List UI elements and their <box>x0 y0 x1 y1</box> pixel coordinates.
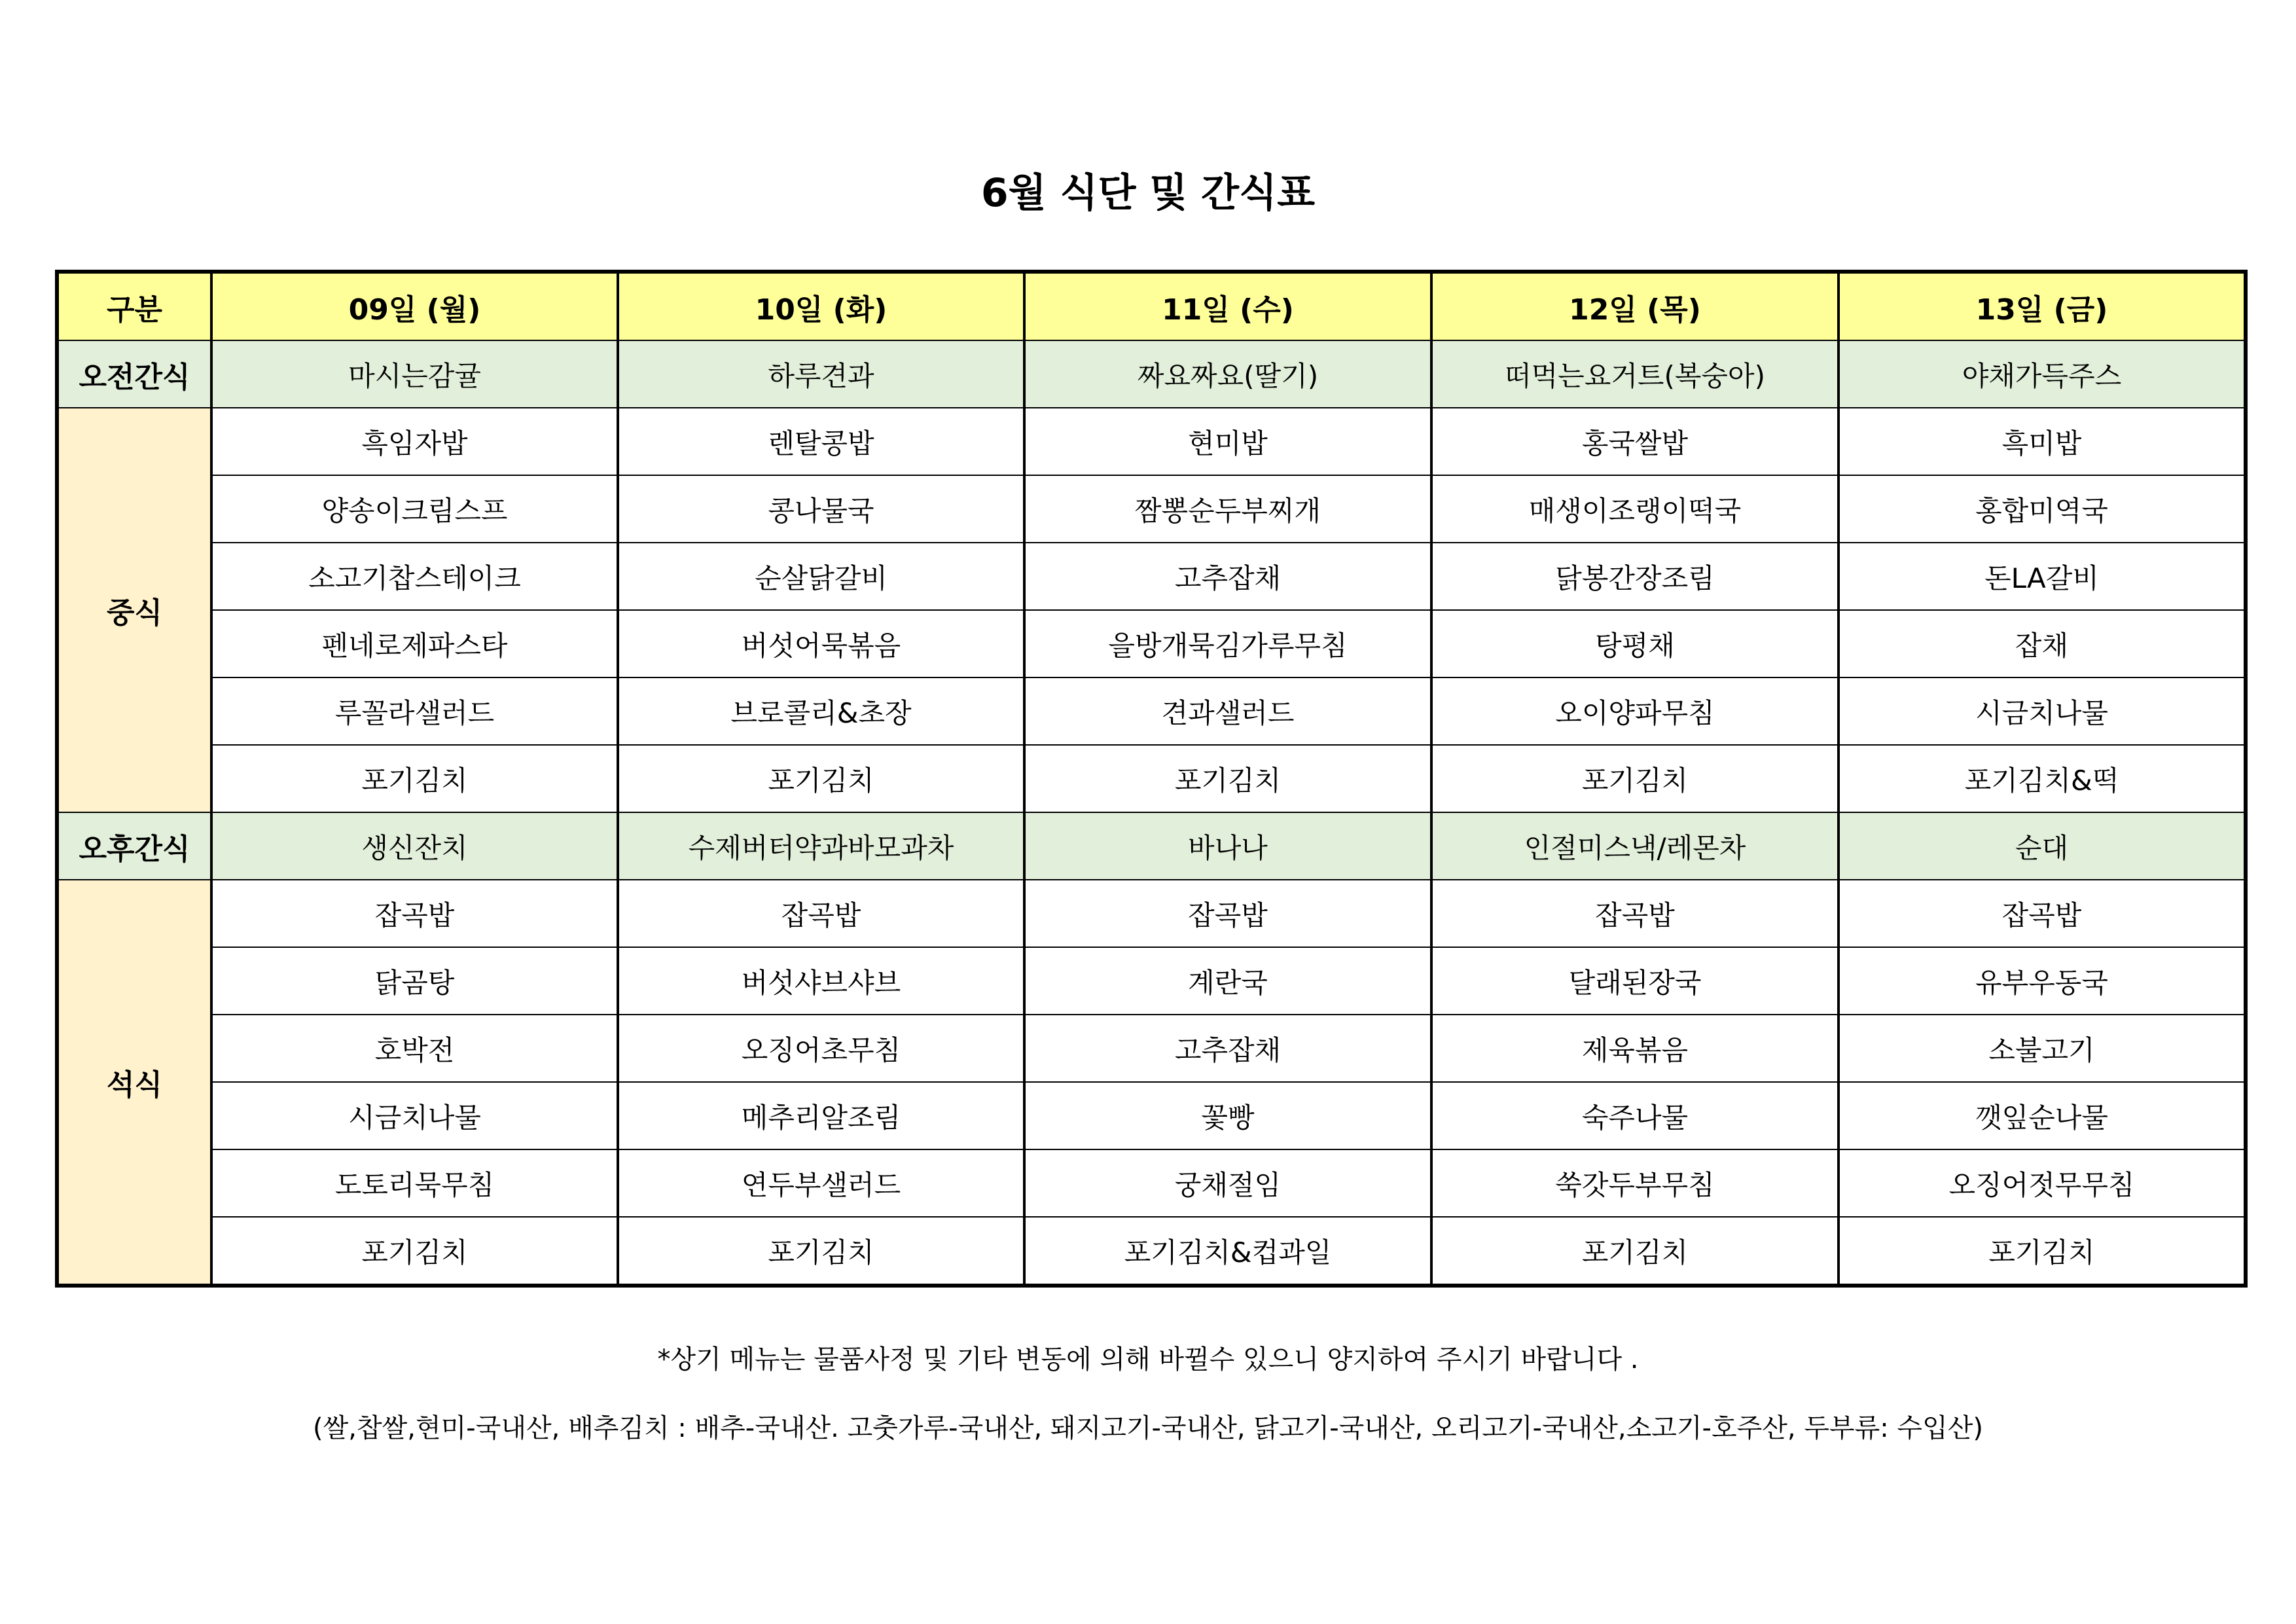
menu-cell: 양송이크림스프 <box>211 475 618 543</box>
menu-cell: 잡곡밥 <box>211 880 618 947</box>
menu-cell: 포기김치 <box>1431 745 1839 812</box>
lunch-row <box>57 745 2246 812</box>
category-label: 오후간식 <box>57 812 211 880</box>
header-row <box>57 272 2246 340</box>
afternoon-snack-row <box>57 812 2246 880</box>
menu-cell: 하루견과 <box>618 340 1024 408</box>
menu-cell: 마시는감귤 <box>211 340 618 408</box>
dinner-row <box>57 880 2246 947</box>
menu-cell: 루꼴라샐러드 <box>211 677 618 745</box>
menu-cell: 을방개묵김가루무침 <box>1024 610 1431 677</box>
lunch-row <box>57 408 2246 475</box>
dinner-row <box>57 1015 2246 1082</box>
day-header: 12일 (목) <box>1431 272 1839 340</box>
menu-cell: 고추잡채 <box>1024 1015 1431 1082</box>
menu-cell: 연두부샐러드 <box>618 1149 1024 1217</box>
menu-cell: 짬뽕순두부찌개 <box>1024 475 1431 543</box>
dinner-row <box>57 947 2246 1015</box>
menu-cell: 도토리묵무침 <box>211 1149 618 1217</box>
day-header: 09일 (월) <box>211 272 618 340</box>
lunch-row <box>57 677 2246 745</box>
menu-cell: 포기김치 <box>1839 1217 2246 1286</box>
meal-table <box>55 270 2248 1288</box>
menu-cell: 잡곡밥 <box>1024 880 1431 947</box>
category-label: 중식 <box>57 408 211 812</box>
menu-cell: 달래된장국 <box>1431 947 1839 1015</box>
menu-cell: 시금치나물 <box>1839 677 2246 745</box>
menu-cell: 소고기찹스테이크 <box>211 543 618 610</box>
dinner-row <box>57 1082 2246 1149</box>
day-header: 13일 (금) <box>1839 272 2246 340</box>
menu-cell: 렌탈콩밥 <box>618 408 1024 475</box>
lunch-row <box>57 543 2246 610</box>
menu-cell: 견과샐러드 <box>1024 677 1431 745</box>
menu-cell: 오징어젓무무침 <box>1839 1149 2246 1217</box>
day-header: 10일 (화) <box>618 272 1024 340</box>
category-label: 석식 <box>57 880 211 1286</box>
menu-cell: 탕평채 <box>1431 610 1839 677</box>
menu-cell: 잡채 <box>1839 610 2246 677</box>
menu-cell: 짜요짜요(딸기) <box>1024 340 1431 408</box>
origin-text: (쌀,찹쌀,현미-국내산, 배추김치 : 배추-국내산. 고춧가루-국내산, 돼지고기-국내산, 닭고기-국내산, 오리고기-국내산,소고기-호주산, 두부류: 수입산) <box>313 1413 1983 1443</box>
menu-cell: 인절미스낵/레몬차 <box>1431 812 1839 880</box>
menu-cell: 홍합미역국 <box>1839 475 2246 543</box>
menu-cell: 브로콜리&초장 <box>618 677 1024 745</box>
menu-cell: 잡곡밥 <box>1431 880 1839 947</box>
category-label: 오전간식 <box>57 340 211 408</box>
menu-cell: 현미밥 <box>1024 408 1431 475</box>
menu-cell: 고추잡채 <box>1024 543 1431 610</box>
menu-cell: 돈LA갈비 <box>1839 543 2246 610</box>
menu-cell: 포기김치 <box>618 745 1024 812</box>
menu-cell: 시금치나물 <box>211 1082 618 1149</box>
menu-cell: 오징어초무침 <box>618 1015 1024 1082</box>
menu-cell: 꽃빵 <box>1024 1082 1431 1149</box>
menu-cell: 포기김치 <box>211 745 618 812</box>
day-header: 11일 (수) <box>1024 272 1431 340</box>
menu-cell: 잡곡밥 <box>1839 880 2246 947</box>
menu-cell: 바나나 <box>1024 812 1431 880</box>
menu-cell: 계란국 <box>1024 947 1431 1015</box>
menu-cell: 생신잔치 <box>211 812 618 880</box>
menu-cell: 순살닭갈비 <box>618 543 1024 610</box>
menu-cell: 포기김치&떡 <box>1839 745 2246 812</box>
menu-cell: 순대 <box>1839 812 2246 880</box>
menu-cell: 포기김치 <box>1024 745 1431 812</box>
menu-cell: 닭곰탕 <box>211 947 618 1015</box>
menu-cell: 소불고기 <box>1839 1015 2246 1082</box>
menu-cell: 버섯샤브샤브 <box>618 947 1024 1015</box>
menu-cell: 포기김치 <box>1431 1217 1839 1286</box>
menu-cell: 잡곡밥 <box>618 880 1024 947</box>
menu-cell: 오이양파무침 <box>1431 677 1839 745</box>
menu-cell: 흑임자밥 <box>211 408 618 475</box>
morning-snack-row <box>57 340 2246 408</box>
lunch-row <box>57 610 2246 677</box>
menu-cell: 메추리알조림 <box>618 1082 1024 1149</box>
menu-cell: 닭봉간장조림 <box>1431 543 1839 610</box>
dinner-row <box>57 1149 2246 1217</box>
menu-cell: 포기김치 <box>618 1217 1024 1286</box>
menu-cell: 떠먹는요거트(복숭아) <box>1431 340 1839 408</box>
menu-cell: 제육볶음 <box>1431 1015 1839 1082</box>
lunch-row <box>57 475 2246 543</box>
menu-cell: 깻잎순나물 <box>1839 1082 2246 1149</box>
menu-cell: 포기김치 <box>211 1217 618 1286</box>
menu-cell: 수제버터약과바모과차 <box>618 812 1024 880</box>
menu-cell: 유부우동국 <box>1839 947 2246 1015</box>
menu-cell: 버섯어묵볶음 <box>618 610 1024 677</box>
menu-cell: 쑥갓두부무침 <box>1431 1149 1839 1217</box>
notice-text: *상기 메뉴는 물품사정 및 기타 변동에 의해 바뀔수 있으니 양지하여 주시기 바랍니다 . <box>657 1344 1639 1375</box>
menu-cell: 펜네로제파스타 <box>211 610 618 677</box>
menu-cell: 콩나물국 <box>618 475 1024 543</box>
dinner-row <box>57 1217 2246 1286</box>
menu-cell: 포기김치&컵과일 <box>1024 1217 1431 1286</box>
menu-cell: 궁채절임 <box>1024 1149 1431 1217</box>
menu-cell: 숙주나물 <box>1431 1082 1839 1149</box>
category-header: 구분 <box>57 272 211 340</box>
menu-cell: 야채가득주스 <box>1839 340 2246 408</box>
menu-cell: 호박전 <box>211 1015 618 1082</box>
menu-cell: 홍국쌀밥 <box>1431 408 1839 475</box>
menu-cell: 매생이조랭이떡국 <box>1431 475 1839 543</box>
page-title: 6월 식단 및 간식표 <box>980 170 1316 216</box>
menu-cell: 흑미밥 <box>1839 408 2246 475</box>
meal-table-body <box>57 272 2246 1286</box>
